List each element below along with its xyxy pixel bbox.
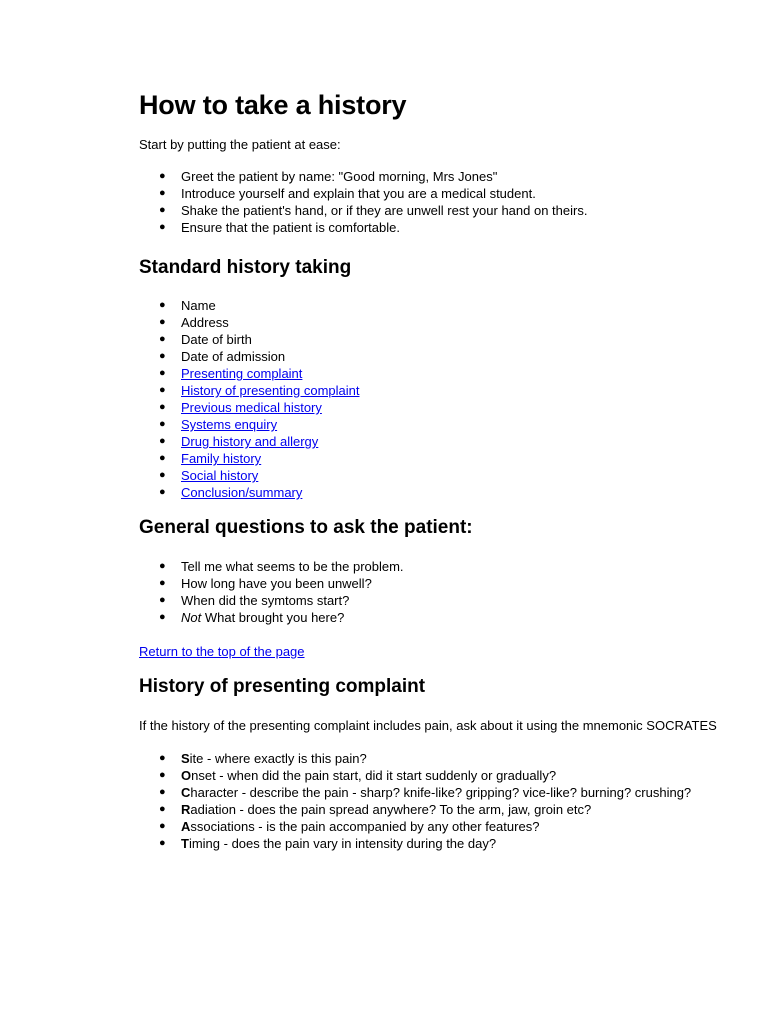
socrates-list [139,750,739,852]
list-item [139,835,739,852]
list-item-text: When did the symtoms start? [181,593,350,608]
mnemonic-letter: R [181,802,191,817]
intro-list [139,168,739,236]
mnemonic-letter: C [181,785,191,800]
list-item [139,467,739,484]
list-item [139,433,739,450]
list-item-text: Ensure that the patient is comfortable. [181,220,400,235]
page-title: How to take a history [139,90,407,120]
list-item-text: adiation - does the pain spread anywhere? To the arm, jaw, groin etc? [190,802,592,817]
list-item [139,168,739,185]
bullet-icon: ● [159,435,166,447]
standard-history-list [139,297,739,501]
bullet-icon: ● [159,611,166,623]
list-item [139,297,739,314]
bullet-icon: ● [159,204,166,216]
list-item-text: Shake the patient's hand, or if they are unwell rest your hand on theirs. [181,203,588,218]
return-to-top-link[interactable]: Return to the top of the page [139,644,305,659]
list-item [139,575,739,592]
bullet-icon: ● [159,350,166,362]
general-questions-list [139,558,739,626]
list-item [139,348,739,365]
list-item [139,450,739,467]
section-heading-hpc: History of presenting complaint [139,676,426,697]
intro-text: Start by putting the patient at ease: [139,137,341,152]
bullet-icon: ● [159,560,166,572]
list-item [139,399,739,416]
list-item-text: Greet the patient by name: "Good morning, Mrs Jones" [181,169,498,184]
list-item [139,365,739,382]
list-item-text: nset - when did the pain start, did it start suddenly or gradually? [191,768,557,783]
bullet-icon: ● [159,333,166,345]
section-heading-standard: Standard history taking [139,257,352,278]
list-item [139,382,739,399]
list-item [139,767,739,784]
bullet-icon: ● [159,752,166,764]
bullet-icon: ● [159,786,166,798]
list-item-text: Address [181,315,229,330]
document-page [139,88,739,852]
list-item-text: Tell me what seems to be the problem. [181,559,404,574]
list-item [139,801,739,818]
list-item-text: Name [181,298,216,313]
bullet-icon: ● [159,384,166,396]
list-item-text: ssociations - is the pain accompanied by any other features? [190,819,540,834]
emphasis-not: Not [181,610,202,625]
list-item-text: How long have you been unwell? [181,576,372,591]
list-item [139,314,739,331]
list-item-text: What brought you here? [201,610,345,625]
bullet-icon: ● [159,469,166,481]
bullet-icon: ● [159,769,166,781]
bullet-icon: ● [159,299,166,311]
bullet-icon: ● [159,820,166,832]
list-item [139,416,739,433]
bullet-icon: ● [159,316,166,328]
list-item-text: Introduce yourself and explain that you are a medical student. [181,186,536,201]
return-link-paragraph [139,643,739,660]
list-item-text: haracter - describe the pain - sharp? knife-like? gripping? vice-like? burning? crushing? [190,785,692,800]
bullet-icon: ● [159,837,166,849]
bullet-icon: ● [159,803,166,815]
list-item [139,331,739,348]
bullet-icon: ● [159,367,166,379]
bullet-icon: ● [159,577,166,589]
link-conclusion-summary[interactable]: Conclusion/summary [181,485,303,500]
bullet-icon: ● [159,594,166,606]
link-family-history[interactable]: Family history [181,451,262,466]
hpc-intro-text: If the history of the presenting complaint includes pain, ask about it using the mnemonic SOCRATES [139,718,717,733]
list-item [139,818,739,835]
list-item-text: Date of admission [181,349,286,364]
bullet-icon: ● [159,170,166,182]
list-item-text: iming - does the pain vary in intensity during the day? [188,836,497,851]
link-systems-enquiry[interactable]: Systems enquiry [181,417,278,432]
mnemonic-letter: S [181,751,190,766]
bullet-icon: ● [159,452,166,464]
mnemonic-letter: T [181,836,189,851]
list-item [139,592,739,609]
bullet-icon: ● [159,187,166,199]
list-item [139,784,739,801]
bullet-icon: ● [159,486,166,498]
bullet-icon: ● [159,418,166,430]
list-item-text: ite - where exactly is this pain? [189,751,367,766]
list-item [139,609,739,626]
link-drug-history-and-allergy[interactable]: Drug history and allergy [181,434,319,449]
list-item [139,219,739,236]
link-social-history[interactable]: Social history [181,468,259,483]
bullet-icon: ● [159,401,166,413]
bullet-icon: ● [159,221,166,233]
mnemonic-letter: A [181,819,191,834]
mnemonic-letter: O [181,768,192,783]
list-item [139,558,739,575]
link-history-of-presenting-complaint[interactable]: History of presenting complaint [181,383,360,398]
list-item [139,202,739,219]
list-item [139,484,739,501]
link-previous-medical-history[interactable]: Previous medical history [181,400,322,415]
list-item-text: Date of birth [181,332,252,347]
section-heading-general: General questions to ask the patient: [139,517,473,538]
list-item [139,750,739,767]
link-presenting-complaint[interactable]: Presenting complaint [181,366,303,381]
list-item [139,185,739,202]
